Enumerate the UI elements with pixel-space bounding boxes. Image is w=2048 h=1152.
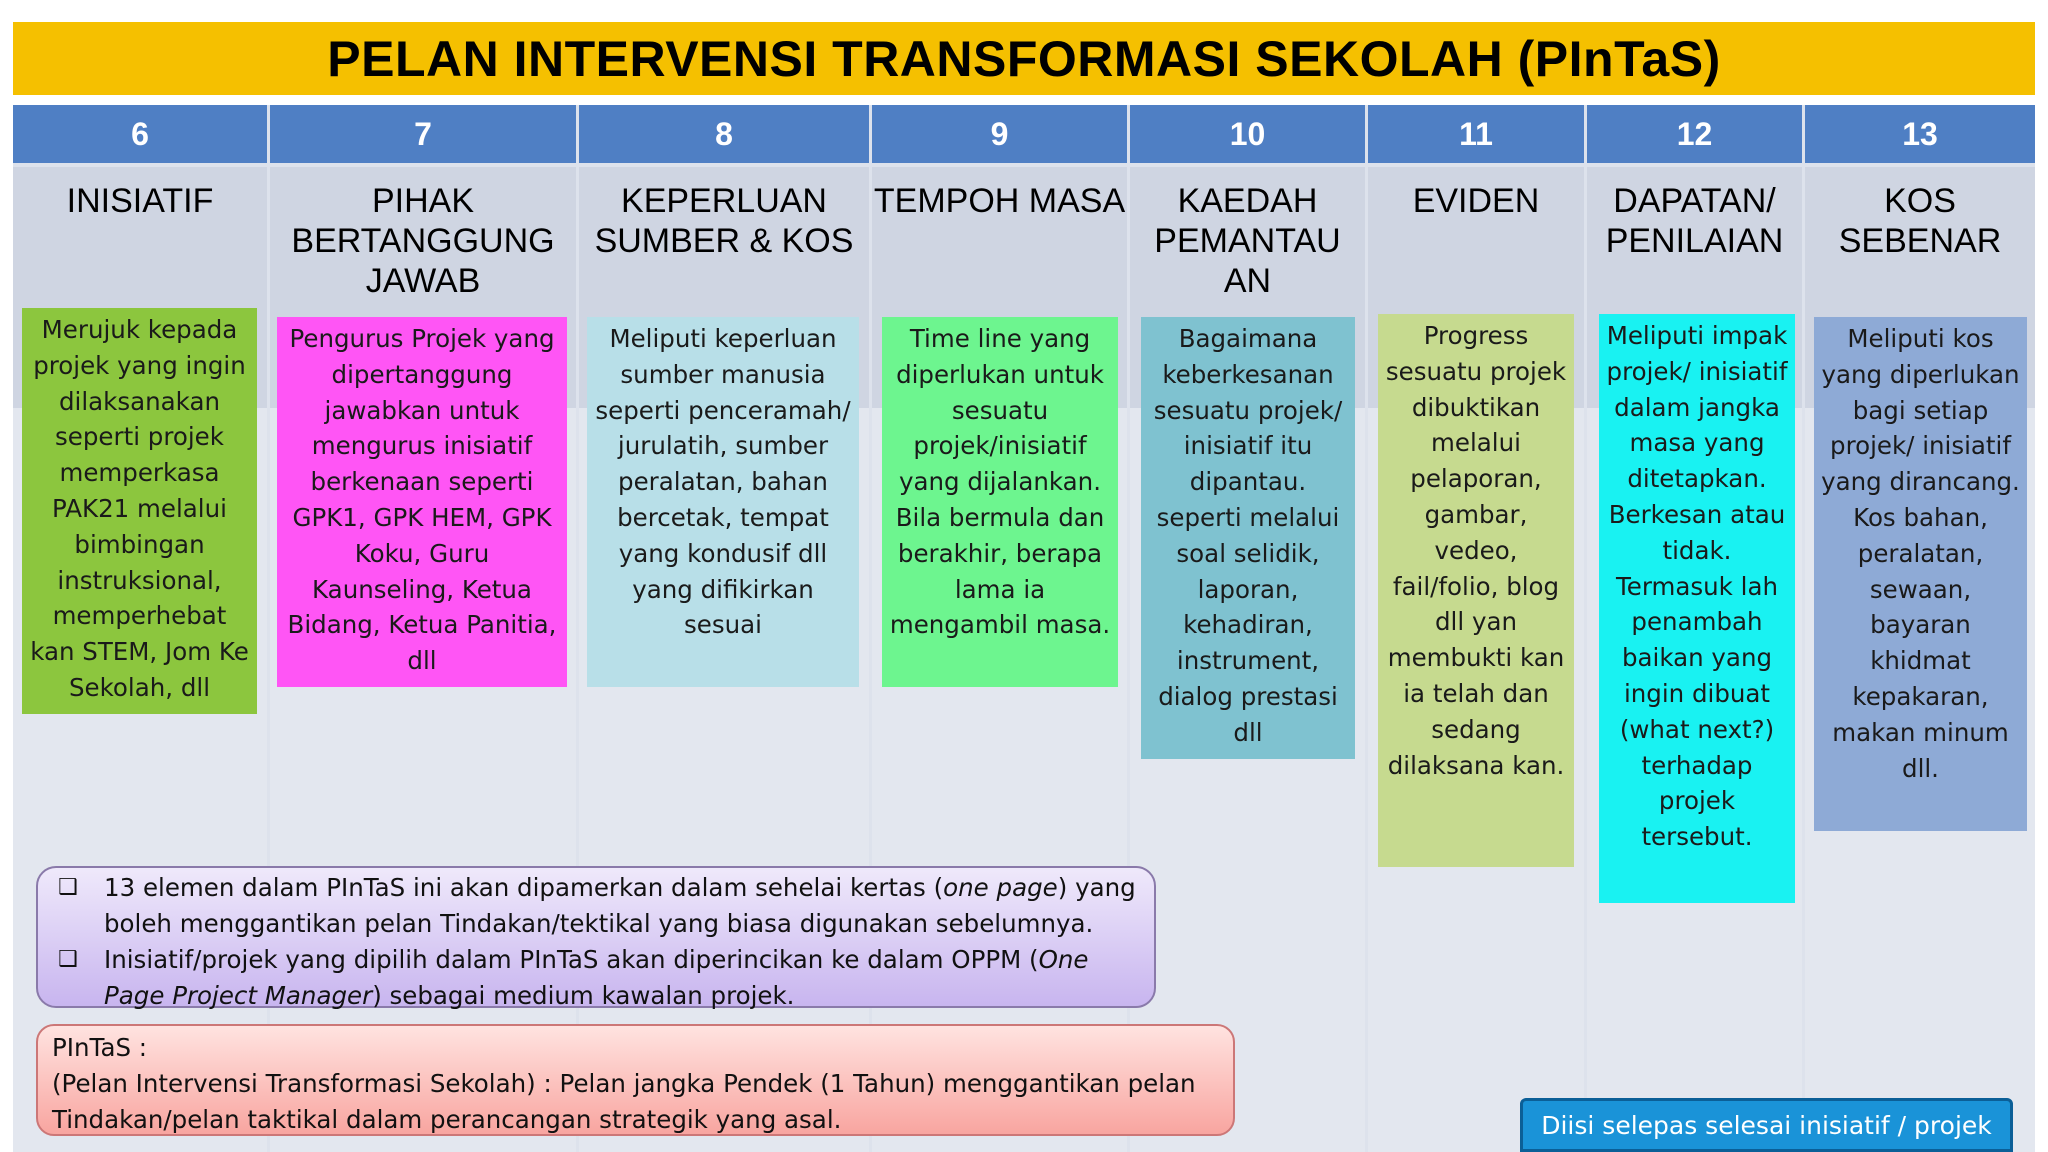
column-heading: KEPERLUAN SUMBER & KOS: [579, 167, 869, 408]
column-heading: INISIATIF: [13, 167, 267, 408]
checkbox-bullet-icon: ❑: [58, 875, 78, 900]
column-number: 9: [872, 105, 1127, 163]
column-number: 13: [1805, 105, 2035, 163]
description-box-dapatan-penilaian: Meliputi impak projek/ inisiatif dalam jangka masa yang ditetapkan. Berkesan atau tidak. Termasuk lah penambah baikan yang ingin dibuat (what next?) terhadap projek tersebut.: [1599, 314, 1795, 903]
column-heading: KAEDAH PEMANTAU AN: [1130, 167, 1365, 408]
column-number: 7: [270, 105, 576, 163]
column-heading: EVIDEN: [1368, 167, 1584, 408]
checkbox-bullet-icon: ❑: [58, 947, 78, 972]
column-number: 11: [1368, 105, 1584, 163]
column-heading: TEMPOH MASA: [872, 167, 1127, 408]
column-heading: PIHAK BERTANGGUNG JAWAB: [270, 167, 576, 408]
definition-text: (Pelan Intervensi Transformasi Sekolah) : Pelan jangka Pendek (1 Tahun) menggantikan pelan Tindakan/pelan taktikal dalam perancangan strategik yang asal.: [52, 1069, 1196, 1134]
page-title: PELAN INTERVENSI TRANSFORMASI SEKOLAH (PInTaS): [13, 22, 2035, 95]
column-number: 8: [579, 105, 869, 163]
definition-box: [36, 1024, 1235, 1136]
description-box-kos-sebenar: Meliputi kos yang diperlukan bagi setiap projek/ inisiatif yang dirancang. Kos bahan, peralatan, sewaan, bayaran khidmat kepakaran, makan minum dll.: [1814, 317, 2027, 831]
description-box-tempoh-masa: Time line yang diperlukan untuk sesuatu projek/inisiatif yang dijalankan. Bila bermula dan berakhir, berapa lama ia mengambil masa.: [882, 317, 1118, 687]
definition-heading: PInTaS :: [52, 1033, 148, 1062]
description-box-keperluan-sumber-kos: Meliputi keperluan sumber manusia seperti penceramah/ jurulatih, sumber peralatan, bahan bercetak, tempat yang kondusif dll yang difikirkan sesuai: [587, 317, 859, 687]
notes-box: [36, 866, 1156, 1008]
note-item: [58, 870, 1144, 942]
description-box-kaedah-pemantauan: Bagaimana keberkesanan sesuatu projek/ inisiatif itu dipantau. seperti melalui soal selidik, laporan, kehadiran, instrument, dialog prestasi dll: [1141, 317, 1355, 759]
note-text: Inisiatif/projek yang dipilih dalam PInTaS akan diperincikan ke dalam OPPM (One Page Project Manager) sebagai medium kawalan projek.: [104, 945, 1089, 1010]
note-text: 13 elemen dalam PInTaS ini akan dipamerkan dalam sehelai kertas (one page) yang boleh menggantikan pelan Tindakan/tektikal yang biasa digunakan sebelumnya.: [104, 873, 1136, 938]
column-number: 6: [13, 105, 267, 163]
column-number: 10: [1130, 105, 1365, 163]
description-box-pihak-bertanggung-jawab: Pengurus Projek yang dipertanggung jawabkan untuk mengurus inisiatif berkenaan seperti GPK1, GPK HEM, GPK Koku, Guru Kaunseling, Ketua Bidang, Ketua Panitia, dll: [277, 317, 567, 687]
column-heading: DAPATAN/ PENILAIAN: [1587, 167, 1802, 408]
column-heading: KOS SEBENAR: [1805, 167, 2035, 408]
description-box-inisiatif: Merujuk kepada projek yang ingin dilaksanakan seperti projek memperkasa PAK21 melalui bimbingan instruksional, memperhebat kan STEM, Jom Ke Sekolah, dll: [22, 308, 257, 714]
note-item: [58, 942, 1144, 1014]
fill-after-completion-label: Diisi selepas selesai inisiatif / projek: [1520, 1098, 2013, 1152]
column-number: 12: [1587, 105, 1802, 163]
description-box-eviden: Progress sesuatu projek dibuktikan melalui pelaporan, gambar, vedeo, fail/folio, blog dll yan membukti kan ia telah dan sedang dilaksana kan.: [1378, 314, 1574, 867]
